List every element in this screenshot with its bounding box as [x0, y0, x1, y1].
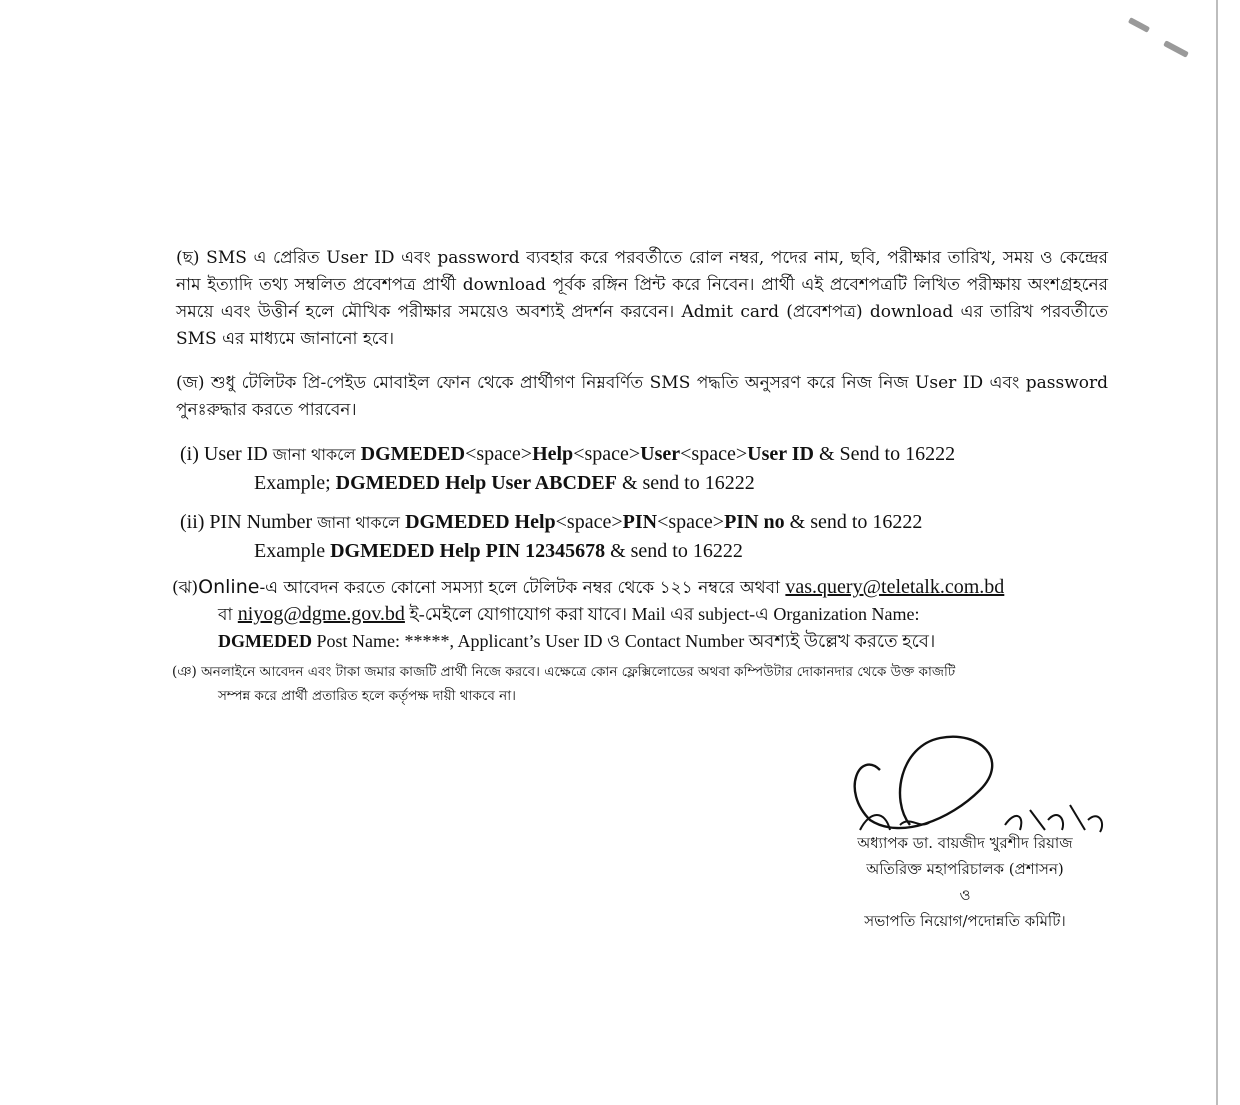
paragraph-text: Post Name: *****, Applicant’s User ID ও Contact Number অবশ্যই উল্লেখ করতে হবে।: [312, 631, 936, 651]
paragraph-text: সম্পন্ন করে প্রার্থী প্রতারিত হলে কর্তৃপক্ষ দায়ী থাকবে না।: [218, 688, 516, 704]
paragraph-text: -এ আবেদন করতে কোনো সমস্যা হলে টেলিটক নম্বর থেকে ১২১ নম্বরে অথবা: [259, 578, 786, 598]
paragraph-text: (ঞ) অনলাইনে আবেদন এবং টাকা জমার কাজটি প্রার্থী নিজে করবে। এক্ষেত্রে কোন ফ্লেক্সিলোডের অথবা কম্পিউটার দোকানদার থেকে উক্ত কাজটি: [172, 664, 956, 680]
space-token: <space>: [465, 443, 533, 465]
send-to-number: & Send to 16222: [814, 443, 956, 465]
email-link-dgme[interactable]: niyog@dgme.gov.bd: [237, 603, 405, 625]
paragraph-line: [172, 601, 1112, 628]
space-token: <space>: [555, 511, 623, 533]
paragraph-line: [172, 628, 1112, 655]
paragraph-chha-text: (ছ) SMS এ প্রেরিত User ID এবং password ব্যবহার করে পরবর্তীতে রোল নম্বর, পদের নাম, ছবি, পরীক্ষার তারিখ, সময় ও কেন্দ্রের নাম ইত্যাদি তথ্য সম্বলিত প্রবেশপত্র প্রার্থী download পূর্বক রঙ্গিন প্রিন্ট করে নিবেন। প্রার্থী এই প্রবেশপত্রটি লিখিত পরীক্ষায় অংশগ্রহনের সময়ে এবং উত্তীর্ন হলে মৌখিক পরীক্ষার সময়েও অবশ্যই প্রদর্শন করবেন। Admit card (প্রবেশপত্র) download এর তারিখ পরবর্তীতে SMS এর মাধ্যমে জানানো হবে।: [176, 248, 1108, 349]
organization-name: DGMEDED: [218, 631, 312, 651]
paragraph-ja: [176, 370, 1108, 424]
item-prefix: (i) User ID: [180, 443, 273, 465]
example-command: DGMEDED Help PIN 12345678: [330, 540, 606, 562]
item-known: জানা থাকলে: [272, 445, 361, 464]
send-to-number: & send to 16222: [616, 472, 755, 494]
paragraph-ja-text: (জ) শুধু টেলিটক প্রি-পেইড মোবাইল ফোন থেকে প্রার্থীগণ নিম্নবর্ণিত SMS পদ্ধতি অনুসরণ করে নিজ নিজ User ID এবং password পুনঃরুদ্ধার করতে পারবেন।: [176, 373, 1108, 420]
sms-keyword: PIN: [622, 511, 658, 533]
sms-keyword: PIN no: [724, 511, 785, 533]
scan-smudge: [1128, 17, 1150, 33]
send-to-number: & send to 16222: [784, 511, 923, 533]
sms-keyword: Help: [532, 443, 574, 465]
signatory-name: অধ্যাপক ডা. বায়জীদ খুরশীদ রিয়াজ: [857, 834, 1073, 852]
paragraph-label: (ঝ): [172, 578, 199, 598]
example-label: Example: [254, 540, 331, 562]
sms-item-pin: [180, 508, 1120, 565]
space-token: <space>: [680, 443, 748, 465]
scan-edge: [1216, 0, 1218, 1105]
signatory-role: সভাপতি নিয়োগ/পদোন্নতি কমিটি।: [864, 912, 1066, 930]
sms-keyword: DGMEDED: [360, 443, 466, 465]
space-token: <space>: [573, 443, 641, 465]
sms-example: [180, 469, 1120, 497]
email-link-teletalk[interactable]: vas.query@teletalk.com.bd: [785, 576, 1005, 598]
sms-keyword: User: [640, 443, 681, 465]
paragraph-text: ই-মেইলে যোগাযোগ করা যাবে। Mail এর subject-এ Organization Name:: [404, 604, 920, 624]
sms-keyword: DGMEDED Help: [405, 511, 556, 533]
signatory-designation: অতিরিক্ত মহাপরিচালক (প্রশাসন): [866, 860, 1064, 878]
signatory-conjunction: ও: [959, 886, 971, 904]
example-command: DGMEDED Help User ABCDEF: [335, 472, 617, 494]
paragraph-jha: [172, 574, 1112, 655]
space-token: <space>: [657, 511, 725, 533]
sms-example: [180, 537, 1120, 565]
item-known: জানা থাকলে: [317, 513, 406, 532]
example-label: Example;: [254, 472, 336, 494]
online-word: Online: [198, 576, 260, 598]
paragraph-text: বা: [218, 605, 238, 625]
paragraph-nya: [172, 660, 1112, 708]
sms-keyword: User ID: [747, 443, 814, 465]
send-to-number: & send to 16222: [605, 540, 743, 562]
item-prefix: (ii) PIN Number: [180, 511, 318, 533]
scan-smudge: [1163, 40, 1189, 58]
sms-item-user-id: [180, 440, 1120, 497]
paragraph-chha: [176, 245, 1108, 353]
signature-block: [800, 730, 1130, 940]
